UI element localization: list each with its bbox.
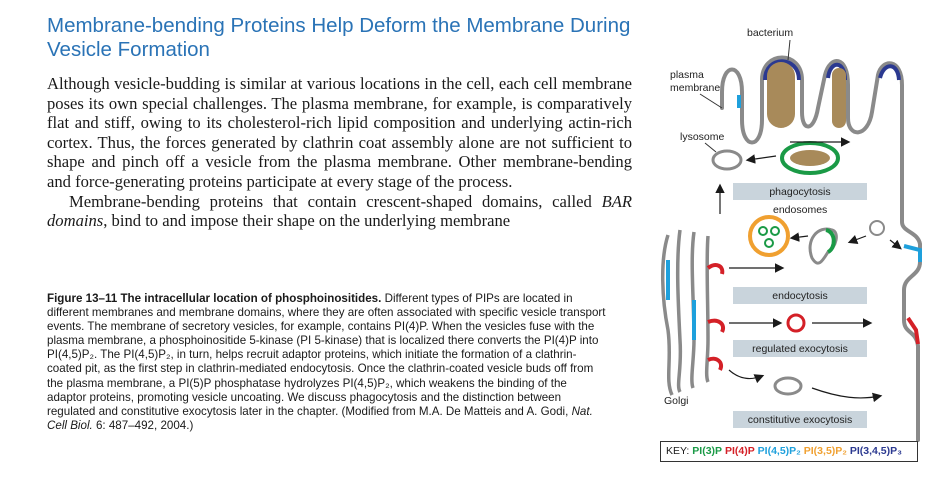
key-pi4p: PI(4)P	[724, 445, 755, 457]
key-pi345p3: PI(3,4,5)P₃	[849, 445, 903, 457]
lysosome	[713, 151, 741, 169]
bacterium-1	[767, 62, 795, 128]
body-text	[47, 74, 632, 231]
endosomes-label: endosomes	[773, 204, 828, 216]
paragraph-1: Although vesicle-budding is similar at various locations in the cell, each cell membrane poses its own special challenges. The plasma membrane, for example, is comparatively flat and stiff, owing to its cholesterol-rich lipid composition and underlying actin-rich cortex. Thus, the forces generated by clathrin coat assembly alone are not sufficient to shape and pinch off a vesicle from the plasma membrane. Other membrane-bending and force-generating proteins participate at every stage of the process.	[47, 74, 632, 191]
phosphoinositide-figure	[650, 0, 931, 499]
constitutive-vesicle	[775, 378, 801, 394]
paragraph-2: Membrane-bending proteins that contain crescent-shaped domains, called BAR domains, bind to and impose their shape on the underlying membrane	[47, 191, 632, 231]
caption-journal: Nat. Cell Biol.	[47, 404, 593, 432]
figure-diagram	[650, 0, 931, 499]
plasma-label-1: plasma	[670, 69, 704, 81]
endocytosis-box: endocytosis	[772, 290, 828, 302]
key-pi3p: PI(3)P	[692, 445, 723, 457]
figure-caption	[47, 292, 607, 433]
plasma-label-2: membrane	[670, 82, 721, 94]
plasma-membrane	[722, 58, 920, 441]
bacterium-label: bacterium	[747, 27, 794, 39]
color-key	[660, 441, 918, 462]
secretory-vesicle	[788, 315, 804, 331]
lysosome-label: lysosome	[680, 131, 725, 143]
caption-reference: 6: 487–492, 2004.)	[92, 418, 194, 432]
caption-text: Different types of PIPs are located in different membranes and membrane domains, where they are often associated with specific vesicle transport events. The membrane of secretory vesicles, for example, contains PI(4)P. When the vesicles fuse with the plasma membrane, a phosphoinositide 5-kinase (PI 5-kinase) that is localized there converts the PI(4)P into PI(4,5)P₂. The PI(4,5)P₂, in turn, helps recruit adaptor proteins, which initiate the formation of a clathrin-coated pit, as the first step in clathrin-mediated endocytosis. Once the clathrin-coated vesicle buds off from the plasma membrane, a PI(5)P phosphatase hydrolyzes PI(4,5)P₂, which weakens the binding of the adaptor proteins, promoting vesicle uncoating. We discuss phagocytosis and the distinction between regulated and constitutive exocytosis later in the chapter. (Modified from M.A. De Matteis and A. Godi,	[47, 292, 606, 418]
section-heading: Membrane-bending Proteins Help Deform the Membrane During Vesicle Formation	[47, 14, 631, 61]
caption-title: Figure 13–11 The intracellular location of phosphoinositides.	[47, 292, 382, 305]
multivesicular-endosome	[750, 217, 788, 255]
golgi-stack	[663, 235, 672, 395]
key-pi35p2: PI(3,5)P₂	[803, 445, 847, 457]
bacterium-2	[832, 68, 846, 128]
constitutive-exocytosis-box: constitutive exocytosis	[747, 414, 853, 426]
regulated-exocytosis-box: regulated exocytosis	[752, 343, 848, 355]
key-label: KEY:	[666, 445, 690, 457]
golgi-label: Golgi	[664, 395, 689, 407]
key-pi45p2: PI(4,5)P₂	[757, 445, 801, 457]
phagocytosis-box: phagocytosis	[769, 186, 831, 198]
